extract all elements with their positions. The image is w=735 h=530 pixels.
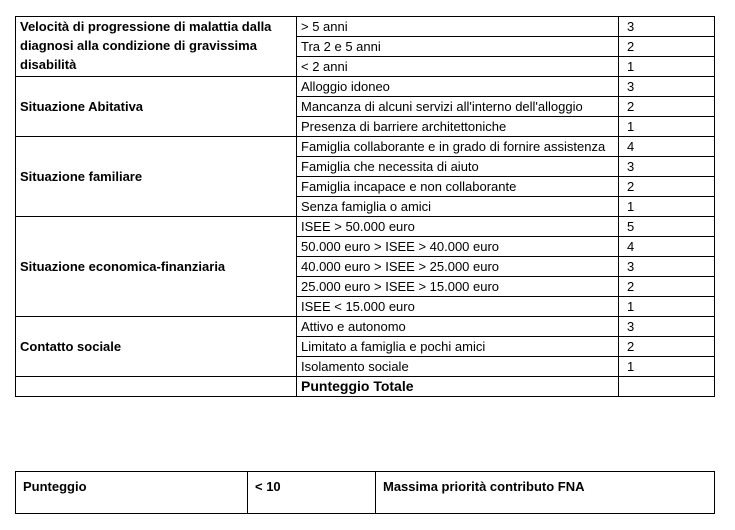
total-value: [619, 377, 715, 397]
option-score: 3: [619, 257, 715, 277]
criterion-label-economic: Situazione economica-finanziaria: [16, 217, 297, 317]
option-score: 4: [619, 137, 715, 157]
option-score: 1: [619, 197, 715, 217]
table-row: [16, 317, 715, 337]
option-score: 2: [619, 177, 715, 197]
criterion-label-social: Contatto sociale: [16, 317, 297, 377]
option-score: 3: [619, 17, 715, 37]
option-text: Attivo e autonomo: [297, 317, 619, 337]
option-score: 2: [619, 277, 715, 297]
option-score: 3: [619, 317, 715, 337]
option-text: Famiglia collaborante e in grado di fornire assistenza: [297, 137, 619, 157]
option-text: 25.000 euro > ISEE > 15.000 euro: [297, 277, 619, 297]
priority-description: Massima priorità contributo FNA: [376, 472, 715, 514]
option-score: 1: [619, 117, 715, 137]
option-text: 50.000 euro > ISEE > 40.000 euro: [297, 237, 619, 257]
scoring-table: [15, 16, 715, 397]
total-row: [16, 377, 715, 397]
priority-range: < 10: [248, 472, 376, 514]
option-text: < 2 anni: [297, 57, 619, 77]
option-text: ISEE < 15.000 euro: [297, 297, 619, 317]
table-row: [16, 217, 715, 237]
option-text: 40.000 euro > ISEE > 25.000 euro: [297, 257, 619, 277]
option-text: Isolamento sociale: [297, 357, 619, 377]
option-score: 3: [619, 77, 715, 97]
priority-table: [15, 471, 715, 514]
criterion-label-housing: Situazione Abitativa: [16, 77, 297, 137]
option-score: 2: [619, 37, 715, 57]
option-text: Mancanza di alcuni servizi all'interno dell'alloggio: [297, 97, 619, 117]
option-score: 4: [619, 237, 715, 257]
total-label: Punteggio Totale: [297, 377, 619, 397]
priority-label: Punteggio: [16, 472, 248, 514]
option-score: 5: [619, 217, 715, 237]
option-text: Tra 2 e 5 anni: [297, 37, 619, 57]
option-score: 1: [619, 357, 715, 377]
table-row: [16, 472, 715, 514]
table-row: [16, 77, 715, 97]
option-text: Limitato a famiglia e pochi amici: [297, 337, 619, 357]
option-text: Senza famiglia o amici: [297, 197, 619, 217]
option-score: 1: [619, 57, 715, 77]
option-score: 2: [619, 337, 715, 357]
option-text: Famiglia che necessita di aiuto: [297, 157, 619, 177]
option-text: Alloggio idoneo: [297, 77, 619, 97]
option-text: ISEE > 50.000 euro: [297, 217, 619, 237]
option-score: 1: [619, 297, 715, 317]
option-text: Famiglia incapace e non collaborante: [297, 177, 619, 197]
criterion-label-family: Situazione familiare: [16, 137, 297, 217]
criterion-label-progression: Velocità di progressione di malattia dalla diagnosi alla condizione di gravissima disabilità: [16, 17, 297, 77]
option-text: > 5 anni: [297, 17, 619, 37]
option-text: Presenza di barriere architettoniche: [297, 117, 619, 137]
table-row: [16, 137, 715, 157]
total-empty-cell: [16, 377, 297, 397]
table-row: [16, 17, 715, 37]
option-score: 2: [619, 97, 715, 117]
option-score: 3: [619, 157, 715, 177]
